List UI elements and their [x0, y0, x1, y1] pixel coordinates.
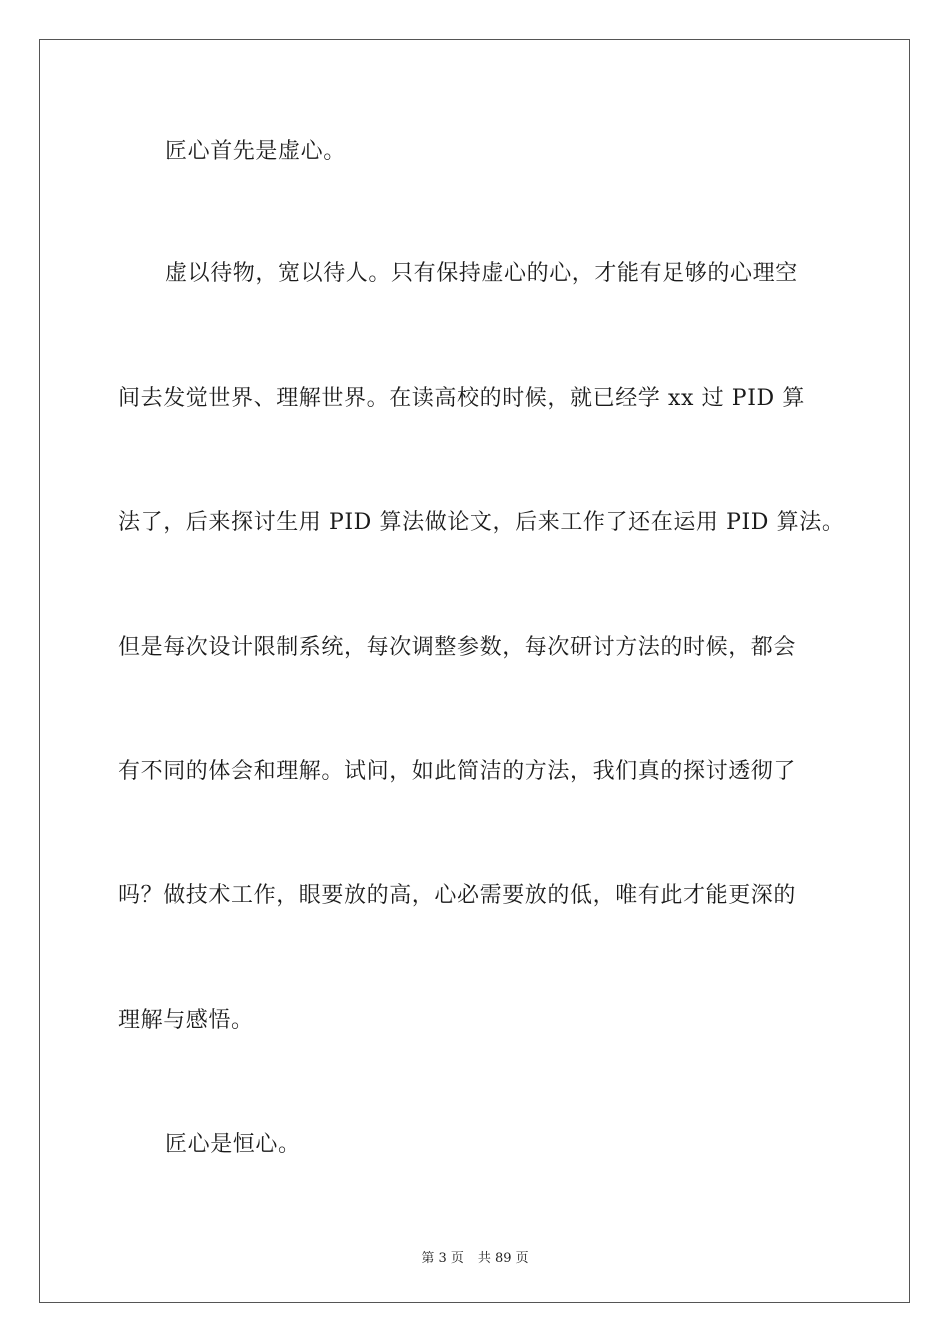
paragraph-line: 法了，后来探讨生用 PID 算法做论文，后来工作了还在运用 PID 算法。 [118, 510, 845, 535]
paragraph-heading-line: 匠心首先是虚心。 [165, 139, 346, 164]
paragraph-line: 但是每次设计限制系统，每次调整参数，每次研讨方法的时候，都会 [118, 635, 797, 660]
page-total: 共 89 页 [477, 1251, 529, 1266]
paragraph-line: 间去发觉世界、理解世界。在读高校的时候，就已经学 xx 过 PID 算 [118, 386, 805, 411]
page-frame [39, 39, 910, 1303]
paragraph-line: 虚以待物，宽以待人。只有保持虚心的心，才能有足够的心理空 [165, 261, 798, 286]
page-number: 第 3 页 [421, 1251, 464, 1266]
paragraph-line: 吗？做技术工作，眼要放的高，心必需要放的低，唯有此才能更深的 [118, 883, 797, 908]
paragraph-line: 理解与感悟。 [118, 1008, 254, 1033]
paragraph-line: 有不同的体会和理解。试问，如此简洁的方法，我们真的探讨透彻了 [118, 759, 797, 784]
page-footer [0, 1247, 950, 1266]
paragraph-heading-line: 匠心是恒心。 [165, 1132, 301, 1157]
